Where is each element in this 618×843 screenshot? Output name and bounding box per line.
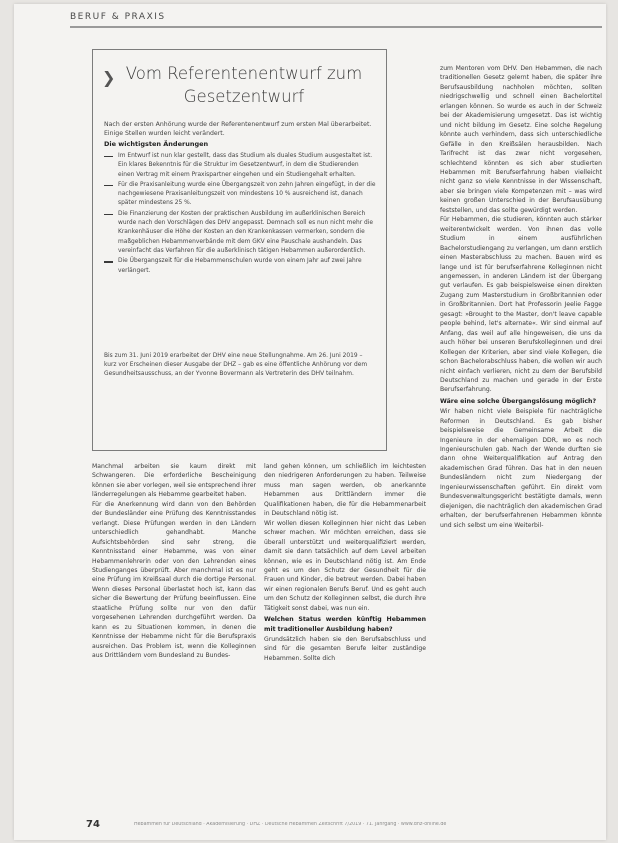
paragraph: Für Hebammen, die studieren, könnten auch stärker weiterentwickelt werden. Von ihnen das volle Studium in einem ausführlichen Bachelorstudiengang zu verlangen, um dann erstlich einen Masterabschluss zu machen. Bauen wird es lange und ist für berufserfahrene Kolleginnen nicht angemessen, in anderen Ländern ist der Übergang gut verlaufen. Es gab beispielsweise einen direkten Zugang zum Masterstudium in Großbritannien oder in Großbritannien. Dort hat Professorin Jeelie Fagge gesagt: »Brought to the Master, don't leave capable people behind, let's alternate«. Wir sind einmal auf Anfang, das weil auf alle hingeweisen, die uns da auch höher bei unseren Berufskolleginnen und drei Kollegen der Kriterien, aber sind viele Kollegen, die schon Bachelorabschluss haben, die wollen wir auch nicht einfach verlieren, nicht zu dem der Berufsbild Deutschland zu machen und gerade in der Erste Berufserfahrung. bbox=[440, 216, 602, 394]
dash-bullet-icon bbox=[104, 214, 113, 215]
changes-list bbox=[104, 152, 376, 277]
box-title: Vom Referentenentwurf zum Gesetzentwurf bbox=[125, 64, 363, 106]
section-header: BERUF & PRAXIS bbox=[70, 12, 166, 22]
dash-bullet-icon bbox=[104, 156, 113, 157]
box-outro: Bis zum 31. Juni 2019 erarbeitet der DHV eine neue Stellungnahme. Am 26. Juni 2019 – kurz vor Erscheinen dieser Ausgabe der DHZ – gab es eine öffentliche Anhörung vor dem Gesundheitsausschuss, an der Yvonne Bovermann als Vertreterin des DHV teilnahm. bbox=[104, 353, 368, 378]
dash-bullet-icon bbox=[104, 185, 113, 186]
text-column-3 bbox=[440, 64, 602, 530]
list-item: Die Übergangszeit für die Hebammenschulen wurde von einem Jahr auf zwei Jahre verlängert. bbox=[104, 257, 376, 276]
box-intro: Nach der ersten Anhörung wurde der Referentenentwurf zum ersten Mal überarbeitet. Einige Stellen wurden leicht verändert. bbox=[104, 121, 372, 138]
paragraph: land gehen können, um schließlich im leichtesten den niedrigeren Anforderungen zu haben. Teilweise muss man sagen werden, ob anerkannte Hebammen aus Drittländern immer die Qualifikationen haben, die für die Hebammenarbeit in Deutschland nötig ist. bbox=[264, 463, 426, 518]
list-item: Die Finanzierung der Kosten der praktischen Ausbildung im außerklinischen Bereich wurde nach den Vorschlägen des DHV angepasst. Demnach soll es nun nicht mehr die Krankenhäuser die Höhe der Kosten an den Krankenkassen vermerken, sondern die maßgeblichen Hebammenverbände mit dem GKV eine Pauschale aushandeln. Das vereinfacht das Verfahren für die außerklinisch tätigen Hebammen außerordentlich. bbox=[104, 210, 376, 256]
dash-bullet-icon bbox=[104, 261, 113, 262]
paragraph: Wir haben nicht viele Beispiele für nachträgliche Reformen in Deutschland. Es gab bisher beispielsweise die Gemeinsame Arbeit die Ingenieure in der ehemaligen DDR, wo es noch Ingenieurschulen gab. Nach der Wende durften sie dann ohne Weiterqualifikation auf Antrag den akademischen Grad führen. Das hat in den neuen Bundesländern nicht zum Niedergang der Ingenieurwissenschaften geführt. Ein direkt vom Bundesverwaltungsgericht bestätigte damals, wenn diejenigen, die nachträglich den akademischen Grad erhalten, der berufserfahrenen Hebammen könnte und sich selbst um eine Weiterbil- bbox=[440, 408, 602, 529]
header-rule bbox=[70, 26, 602, 28]
box-subheading: Die wichtigsten Änderungen bbox=[104, 140, 209, 148]
paragraph: Manchmal arbeiten sie kaum direkt mit Schwangeren. Die erforderliche Bescheinigung können sie aber vorlegen, weil sie entsprechend ihrer länderregelungen als Hebamme gearbeitet haben. bbox=[92, 463, 256, 499]
magazine-page bbox=[14, 4, 606, 840]
question-heading: Welchen Status werden künftig Hebammen mit traditioneller Ausbildung haben? bbox=[264, 616, 426, 633]
footer-credit: Hebammen für Deutschland · Akademisierung · DHZ · Deutsche Hebammen Zeitschrift 7/2019 · 71. Jahrgang · www.dhz-online.de bbox=[134, 822, 447, 827]
text-column-1 bbox=[92, 462, 256, 661]
text-column-2 bbox=[264, 462, 426, 663]
list-item: Im Entwurf ist nun klar gestellt, dass das Studium als duales Studium ausgestaltet ist. Ein klares Bekenntnis für die Struktur im Gesetzentwurf, in dem die Studierenden einen Vertrag mit einem Praxispartner eingehen und ein Studiengehalt erhalten. bbox=[104, 152, 376, 180]
question-heading: Wäre eine solche Übergangslösung möglich? bbox=[440, 397, 597, 405]
list-item: Für die Praxisanleitung wurde eine Übergangszeit von zehn Jahren eingefügt, in der die nachgewiesene Praxisanleitungszeit von mindestens 10 % ausreichend ist, danach später mindestens 25 %. bbox=[104, 181, 376, 209]
paragraph: Grundsätzlich haben sie den Berufsabschluss und sind für die gesamten Berufe leiter zuständige Hebammen. Sollte dich bbox=[264, 635, 426, 662]
page-number: 74 bbox=[86, 819, 100, 830]
paragraph: Wir wollen diesen Kolleginnen hier nicht das Leben schwer machen. Wir möchten erreichen, dass sie überall unterstützt und weiterqualifiziert werden, damit sie dann tatsächlich auf dem Level arbeiten können, wie es in Deutschland nötig ist. Am Ende geht es um den Schutz der Gesundheit für die Frauen und Kinder, die betreut werden. Dabei haben wir einen regionalen Berufs Beruf. Und es geht auch um den Schutz der Kolleginnen selbst, die durch ihre Tätigkeit sonst dabei, was nun ein. bbox=[264, 519, 426, 612]
paragraph: zum Mentoren vom DHV. Den Hebammen, die nach traditionellen Gesetz gelernt haben, die später ihre Berufsausbildung nachholen möchten, sollten niedrigschwellig und schnell einen Bachelortitel erlangen können. So wurde es auch in der Schweiz bei der Akademisierung umgesetzt. Das ist wichtig und nicht bildung im Gesetz. Eine solche Regelung könnte auch verhindern, dass sich unterschiedliche Gefälle in den Kreißsälen herausbilden. Nach Tarifrecht ist das zwar nicht vorgesehen, schlechtend könnten es sich aber studierten Hebammen mit Berufserfahrung haben vielleicht nicht ganz so viele Kenntnisse in der Wissenschaft, aber sie bringen viele Kompetenzen mit – was wird keinen großen Unterschied in der Berufsausübung feststellen, und das sollte gewürdigt werden. bbox=[440, 65, 602, 214]
chevron-right-icon: ❯ bbox=[102, 68, 116, 87]
paragraph: Für die Anerkennung wird dann von den Behörden der Bundesländer eine Prüfung des Kenntnisstandes verlangt. Diese Prüfungen werden in den Ländern unterschiedlich gehandhabt. Manche Aufsichtsbehörden sind sehr streng, die Kenntnisstand einer Hebamme, was von einer Hebammenlehrerin oder von den Lehrenden eines Studienganges überprüft. Aber manchmal ist es nur eine Prüfung im Kreißsaal durch die dortige Personal. Wenn dieses Personal überlastet hoch ist, kann das sicher die Bewertung der Prüfung beeinflussen. Eine staatliche Prüfung sollte nur von den dafür vorgesehenen Lehrenden durchgeführt werden. Da kann es zu Situationen kommen, in denen die Kenntnisse der Hebamme nicht für die Berufspraxis ausreichen. Das Problem ist, wenn die Kolleginnen aus Drittländern vom Bundesland zu Bundes- bbox=[92, 500, 256, 660]
